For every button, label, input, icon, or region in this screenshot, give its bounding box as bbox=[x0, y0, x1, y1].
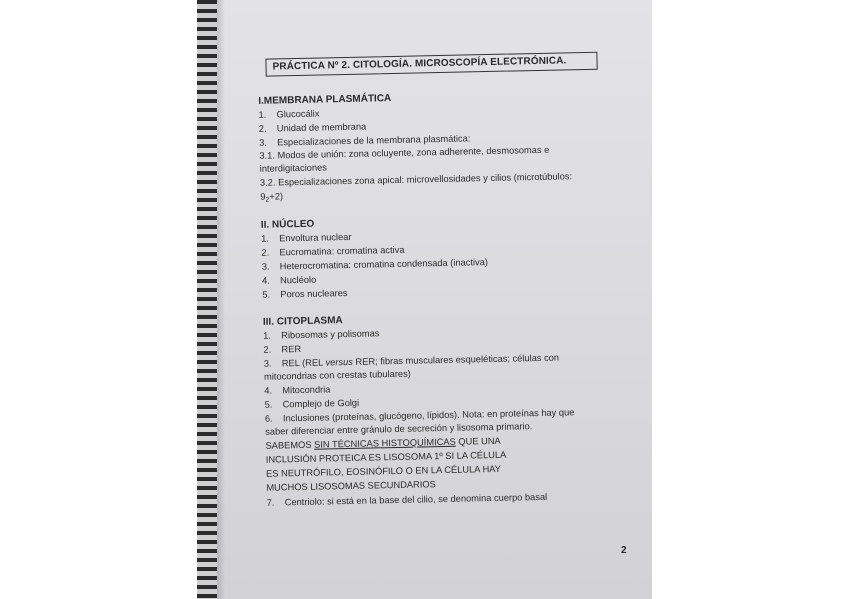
document-photo bbox=[197, 0, 652, 599]
list-item: 2. Unidad de membrana bbox=[258, 121, 367, 134]
document-title: PRÁCTICA Nº 2. CITOLOGÍA. MICROSCOPÍA ELECTRÓNICA. bbox=[265, 52, 597, 77]
list-item: saber diferenciar entre gránulo de secreción y lisosoma primario. bbox=[265, 421, 533, 437]
list-item: SABEMOS SIN TÉCNICAS HISTOQUÍMICAS QUE UNA bbox=[265, 435, 501, 451]
section-heading-nucleo: II. NÚCLEO bbox=[260, 218, 315, 231]
list-item: ES NEUTRÓFILO, EOSINÓFILO O EN LA CÉLULA HAY bbox=[265, 463, 502, 479]
list-item: 2. Eucromatina: cromatina activa bbox=[261, 244, 405, 258]
list-item: 3.1. Modos de unión: zona ocluyente, zona adherente, desmosomas e bbox=[259, 144, 550, 161]
binding-shadow bbox=[217, 0, 225, 599]
list-item: 1. Envoltura nuclear bbox=[261, 231, 352, 244]
list-item: $9_2+2$) bbox=[260, 191, 284, 204]
list-item: 3. Especializaciones de la membrana plasmática: bbox=[259, 133, 471, 148]
list-item: 4. Mitocondria bbox=[264, 384, 331, 396]
list-item: 4. Nucléolo bbox=[261, 274, 317, 286]
list-item: 2. RER bbox=[263, 343, 302, 355]
list-item: 1. Ribosomas y polisomas bbox=[263, 328, 380, 341]
list-item: mitocondrias con crestas tubulares) bbox=[263, 368, 411, 382]
list-item: 5. Complejo de Golgi bbox=[264, 397, 360, 410]
list-item: 3. REL (REL versus RER; fibras musculares esqueléticas; células con bbox=[263, 352, 560, 369]
list-item: 3.2. Especializaciones zona apical: microvellosidades y cilios (microtúbulos: bbox=[259, 171, 573, 188]
list-item: 3. Heterocromatina: cromatina condensada (inactiva) bbox=[261, 257, 489, 272]
list-item: MUCHOS LISOSOMAS SECUNDARIOS bbox=[266, 479, 436, 493]
section-heading-membrana: I.MEMBRANA PLASMÁTICA bbox=[258, 93, 392, 107]
spiral-binding bbox=[197, 0, 217, 599]
document-page bbox=[249, 32, 652, 580]
page-number: 2 bbox=[621, 545, 627, 556]
list-item: INCLUSIÓN PROTEICA ES LISOSOMA 1º SI LA CÉLULA bbox=[265, 449, 507, 465]
list-item: 6. Inclusiones (proteínas, glucógeno, lípidos). Nota: en proteínas hay que bbox=[264, 407, 575, 424]
list-item: interdigitaciones bbox=[259, 162, 327, 174]
list-item: 1. Glucocálix bbox=[258, 108, 320, 120]
list-item: 5. Poros nucleares bbox=[262, 287, 348, 300]
section-heading-citoplasma: III. CITOPLASMA bbox=[262, 315, 343, 328]
list-item: 7. Centriolo: si está en la base del cilio, se denomina cuerpo basal bbox=[266, 491, 548, 508]
